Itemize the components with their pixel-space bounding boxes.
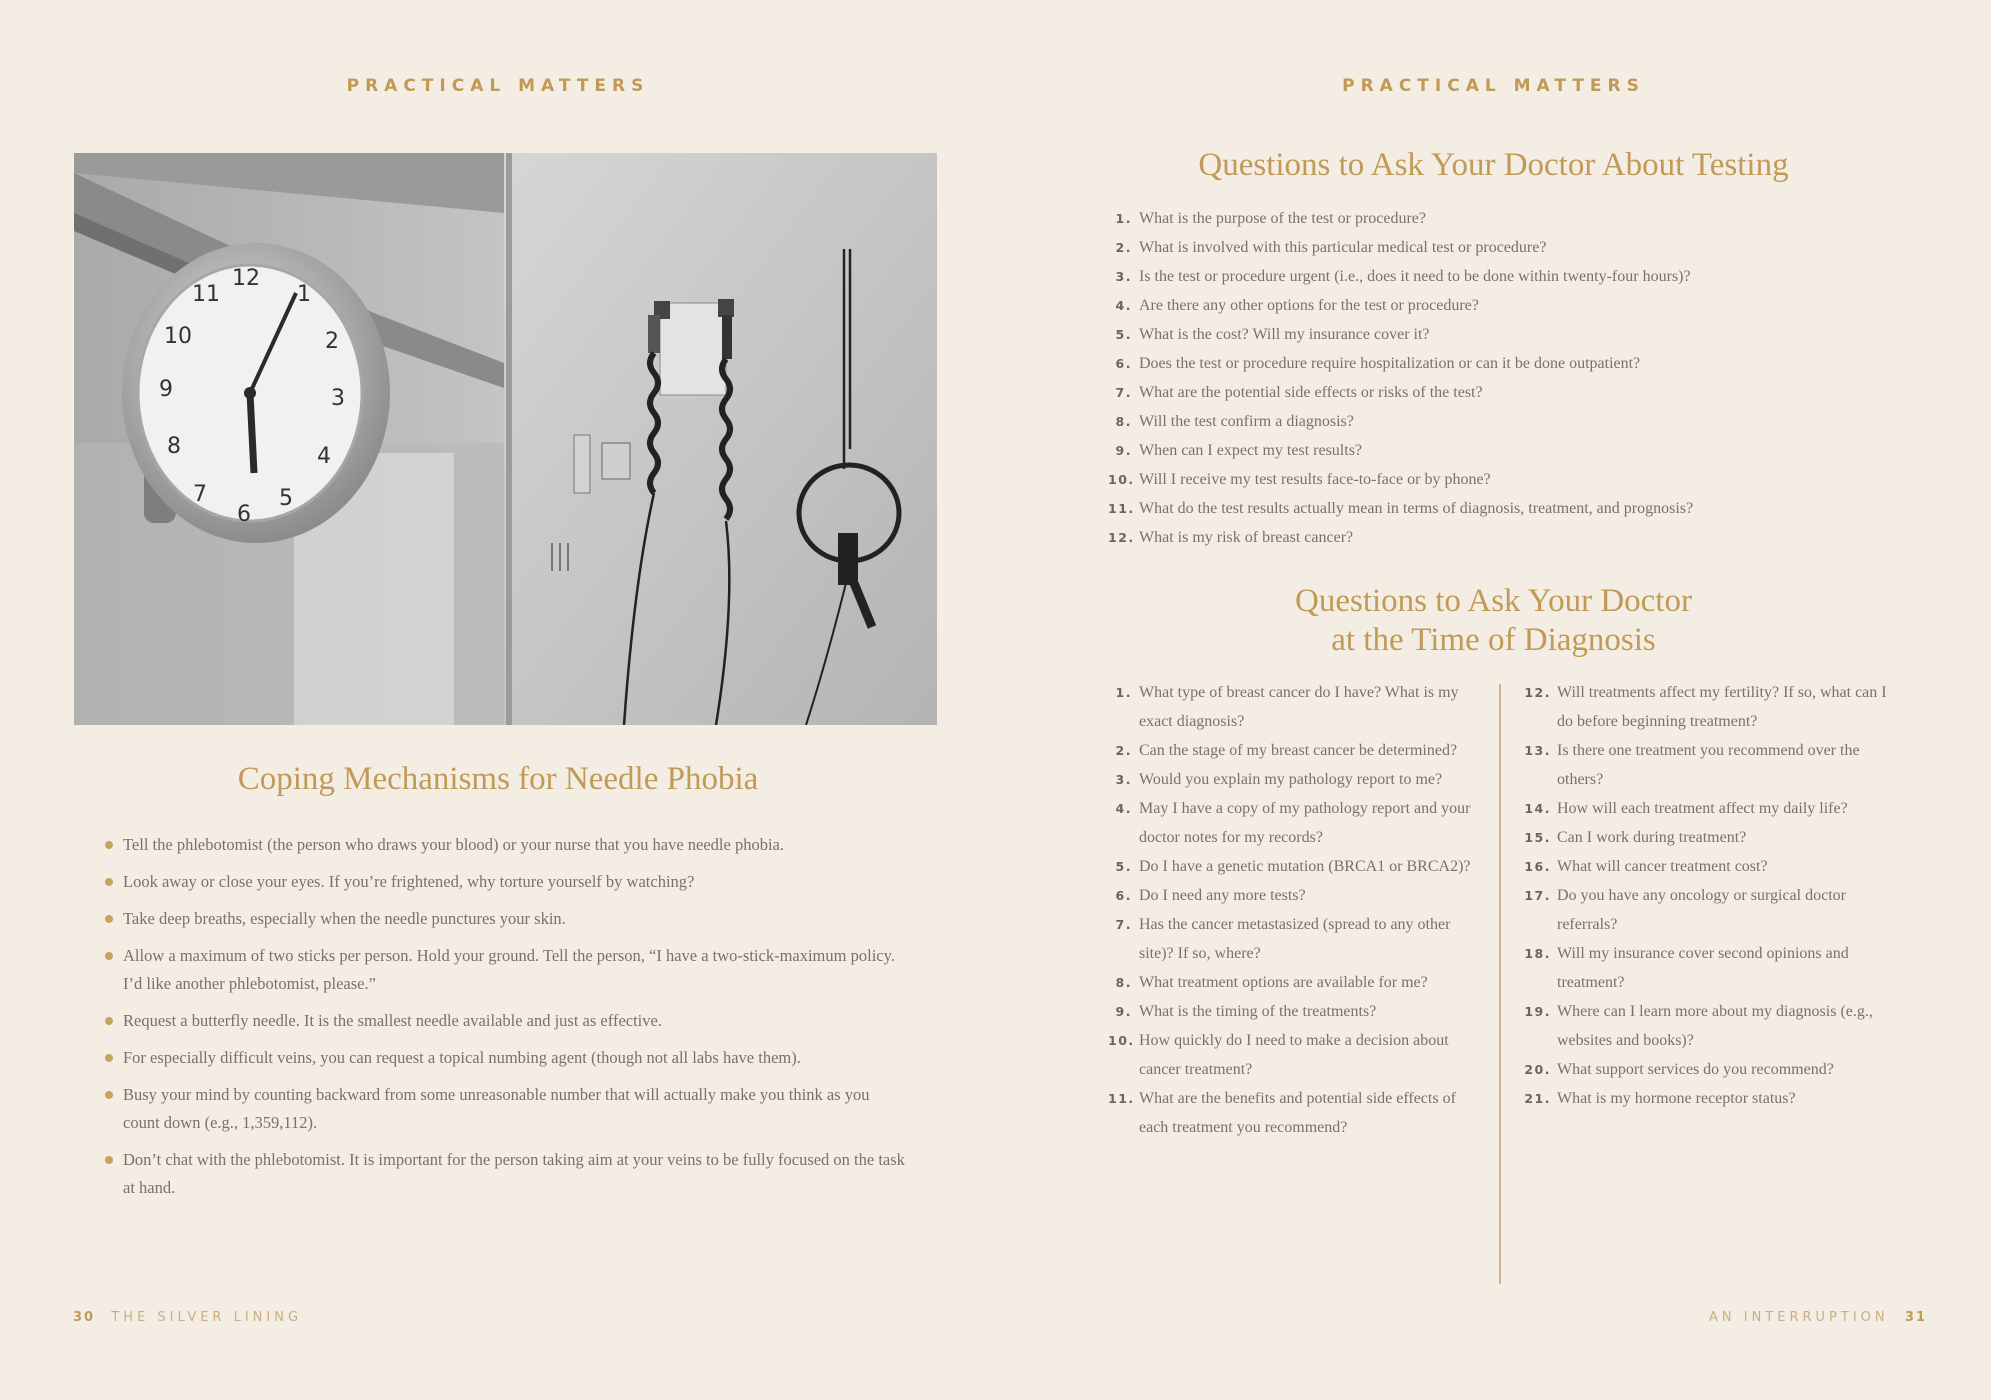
list-item: 4. May I have a copy of my pathology report and your doctor notes for my records? [1115, 800, 1471, 846]
list-item: 1. What is the purpose of the test or procedure? [1115, 210, 1427, 227]
testing-questions-list [1108, 204, 1928, 552]
list-item: 14. How will each treatment affect my daily life? [1524, 800, 1848, 817]
list-item: 6. Does the test or procedure require hospitalization or can it be done outpatient? [1115, 355, 1641, 372]
svg-text:4: 4 [317, 444, 331, 469]
folio-right [1709, 1310, 1927, 1325]
list-item: 16. What will cancer treatment cost? [1524, 858, 1768, 875]
svg-text:12: 12 [232, 266, 260, 291]
bullet-icon [105, 1091, 113, 1099]
list-item: 11. What do the test results actually mean in terms of diagnosis, treatment, and prognosis? [1108, 500, 1694, 517]
list-item: 8. What treatment options are available for me? [1115, 974, 1428, 991]
list-item: Don’t chat with the phlebotomist. It is important for the person taking aim at your veins to be fully focused on the task at hand. [105, 1146, 905, 1202]
list-item: 5. What is the cost? Will my insurance cover it? [1115, 326, 1430, 343]
list-item: Take deep breaths, especially when the needle punctures your skin. [105, 905, 905, 933]
list-item: Tell the phlebotomist (the person who draws your blood) or your nurse that you have needle phobia. [105, 831, 905, 859]
list-item: 7. What are the potential side effects or risks of the test? [1115, 384, 1483, 401]
list-item: 9. When can I expect my test results? [1115, 442, 1363, 459]
running-head-left: PRACTICAL MATTERS [346, 76, 650, 96]
svg-text:2: 2 [325, 329, 339, 354]
folio-left [73, 1310, 302, 1325]
svg-text:6: 6 [237, 502, 251, 527]
list-item: 10. How quickly do I need to make a decision about cancer treatment? [1108, 1032, 1449, 1078]
list-item: Busy your mind by counting backward from some unreasonable number that will actually make you think as you count down (e.g., 1,359,112). [105, 1081, 905, 1137]
list-item: 3. Is the test or procedure urgent (i.e., does it need to be done within twenty-four hours)? [1115, 268, 1691, 285]
page-number: 31 [1904, 1310, 1927, 1325]
list-item: 20. What support services do you recommend? [1524, 1061, 1834, 1078]
list-item: 5. Do I have a genetic mutation (BRCA1 or BRCA2)? [1115, 858, 1471, 875]
svg-text:11: 11 [192, 282, 220, 307]
bullet-icon [105, 1017, 113, 1025]
diagnosis-questions-col2 [1519, 678, 1899, 1113]
list-item: 6. Do I need any more tests? [1115, 887, 1306, 904]
list-item: 12. What is my risk of breast cancer? [1108, 529, 1354, 546]
list-item: 8. Will the test confirm a diagnosis? [1115, 413, 1354, 430]
folio-chapter-title: AN INTERRUPTION [1709, 1310, 1889, 1325]
testing-heading: Questions to Ask Your Doctor About Testing [1198, 147, 1789, 183]
list-item: 2. What is involved with this particular medical test or procedure? [1115, 239, 1547, 256]
list-item: Look away or close your eyes. If you’re frightened, why torture yourself by watching? [105, 868, 905, 896]
bullet-icon [105, 1156, 113, 1164]
list-item: 4. Are there any other options for the test or procedure? [1115, 297, 1479, 314]
svg-text:7: 7 [193, 482, 207, 507]
bullet-icon [105, 915, 113, 923]
list-item: 17. Do you have any oncology or surgical doctor referrals? [1524, 887, 1846, 933]
list-item: Allow a maximum of two sticks per person. Hold your ground. Tell the person, “I have a two-stick-maximum policy. I’d like another phlebotomist, please.” [105, 942, 905, 998]
diagnosis-heading [996, 582, 1991, 660]
bullet-icon [105, 841, 113, 849]
list-item: 1. What type of breast cancer do I have? What is my exact diagnosis? [1115, 684, 1459, 730]
page-number: 30 [73, 1310, 96, 1325]
svg-text:1: 1 [297, 282, 311, 307]
list-item: Request a butterfly needle. It is the smallest needle available and just as effective. [105, 1007, 905, 1035]
diagnosis-heading-line1: Questions to Ask Your Doctor [1295, 583, 1692, 619]
svg-text:3: 3 [331, 386, 345, 411]
list-item: For especially difficult veins, you can request a topical numbing agent (though not all labs have them). [105, 1044, 905, 1072]
list-item: 10. Will I receive my test results face-to-face or by phone? [1108, 471, 1491, 488]
bullet-icon [105, 878, 113, 886]
list-item: 3. Would you explain my pathology report to me? [1115, 771, 1443, 788]
list-item: 2. Can the stage of my breast cancer be determined? [1115, 742, 1458, 759]
svg-text:10: 10 [164, 324, 192, 349]
list-item: 18. Will my insurance cover second opinions and treatment? [1524, 945, 1849, 991]
svg-text:5: 5 [279, 486, 293, 511]
column-divider [1499, 684, 1501, 1284]
needle-phobia-heading: Coping Mechanisms for Needle Phobia [237, 761, 759, 797]
bullet-icon [105, 1054, 113, 1062]
list-item: 21. What is my hormone receptor status? [1524, 1090, 1796, 1107]
list-item: 7. Has the cancer metastasized (spread to any other site)? If so, where? [1115, 916, 1451, 962]
running-head-right: PRACTICAL MATTERS [1342, 76, 1645, 96]
list-item: 19. Where can I learn more about my diagnosis (e.g., websites and books)? [1524, 1003, 1873, 1049]
diagnosis-heading-line2: at the Time of Diagnosis [1331, 621, 1656, 658]
list-item: 13. Is there one treatment you recommend over the others? [1524, 742, 1860, 788]
clock-and-exam-equipment-photo [74, 153, 937, 725]
list-item: 9. What is the timing of the treatments? [1115, 1003, 1377, 1020]
needle-phobia-list [105, 831, 905, 1211]
right-page [996, 0, 1991, 1400]
list-item: 15. Can I work during treatment? [1524, 829, 1747, 846]
diagnosis-questions-col1 [1108, 678, 1478, 1142]
list-item: 11. What are the benefits and potential side effects of each treatment you recommend? [1108, 1090, 1456, 1136]
list-item: 12. Will treatments affect my fertility? If so, what can I do before beginning treatment? [1524, 684, 1887, 730]
svg-text:9: 9 [159, 377, 173, 402]
folio-book-title: THE SILVER LINING [111, 1310, 303, 1325]
svg-text:8: 8 [167, 434, 181, 459]
bullet-icon [105, 952, 113, 960]
